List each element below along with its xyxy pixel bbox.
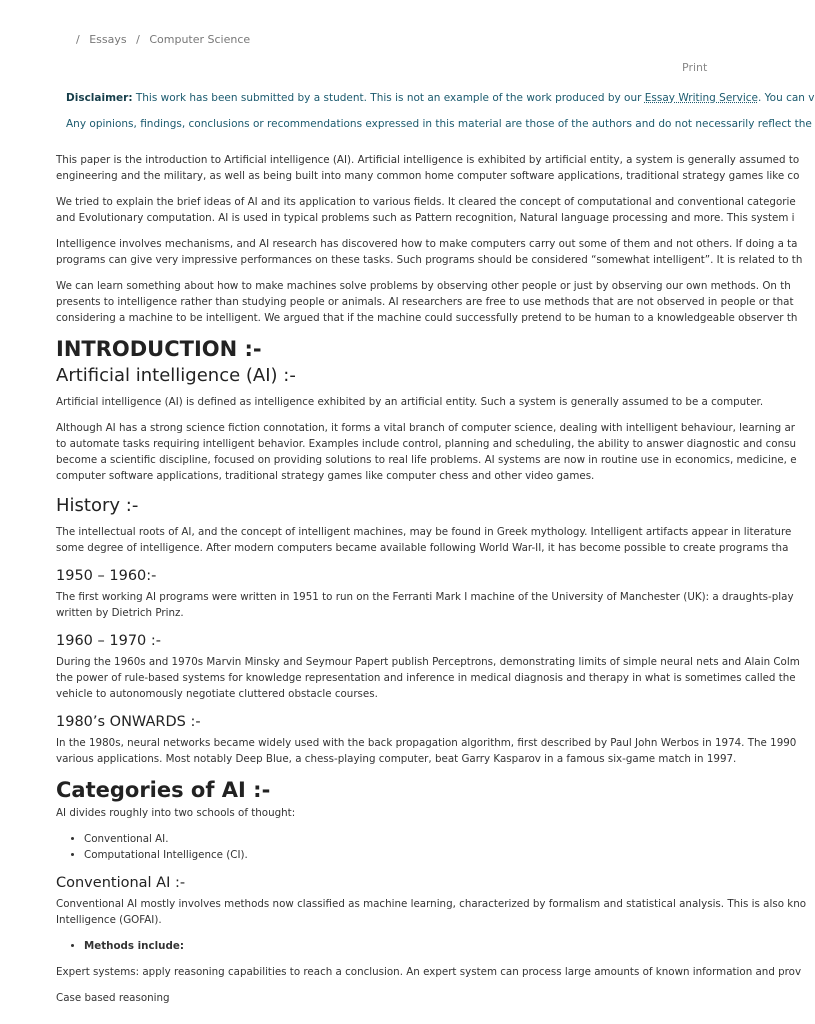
paragraph (56, 524, 792, 556)
text-line: programs can give very impressive performances on these tasks. Such programs should be considered “somewhat intelligent”. It is related to th (56, 254, 803, 266)
paragraph (56, 735, 797, 767)
essay-writing-service-link[interactable]: Essay Writing Service (644, 92, 758, 104)
print-link[interactable]: Print (682, 61, 708, 74)
text-line: written by Dietrich Prinz. (56, 607, 184, 619)
paragraph (56, 394, 764, 410)
paragraph (56, 194, 796, 226)
disclaimer-line (66, 92, 815, 104)
paragraph (56, 420, 797, 484)
paragraph (56, 236, 803, 268)
list-item: • Conventional AI. (84, 831, 746, 847)
paragraph (56, 964, 802, 980)
heading-1950-1960: 1950 – 1960:- (56, 568, 157, 584)
methods-list (56, 938, 746, 954)
text-line: various applications. Most notably Deep Blue, a chess-playing computer, beat Garry Kasparov in a famous six-game match in 1997. (56, 753, 737, 765)
text-line: engineering and the military, as well as being built into many common home computer software applications, traditional strategy games like co (56, 170, 800, 182)
categories-heading: Categories of AI :- (56, 778, 271, 802)
paragraph (56, 278, 798, 326)
conventional-ai-heading: Conventional AI :- (56, 875, 186, 891)
text-line: We tried to explain the brief ideas of AI and its application to various fields. It cleared the concept of computational and conventional categorie (56, 196, 796, 208)
paragraph (56, 152, 800, 184)
text-line: Case based reasoning (56, 992, 170, 1004)
text-line: presents to intelligence rather than studying people or animals. AI researchers are free to use methods that are not observed in people or that (56, 296, 794, 308)
text-line: computer software applications, traditional strategy games like computer chess and other video games. (56, 470, 595, 482)
text-line: Expert systems: apply reasoning capabilities to reach a conclusion. An expert system can process large amounts of known information and prov (56, 966, 802, 978)
text-line: We can learn something about how to make machines solve problems by observing other people or just by observing our own methods. On th (56, 280, 791, 292)
text-line: In the 1980s, neural networks became widely used with the back propagation algorithm, first described by Paul John Werbos in 1974. The 1990 (56, 737, 797, 749)
disclaimer-text: This work has been submitted by a student. This is not an example of the work produced by our (132, 92, 645, 104)
introduction-heading: INTRODUCTION :- (56, 337, 262, 361)
heading-1980s-onwards: 1980’s ONWARDS :- (56, 714, 201, 730)
breadcrumb-link-computer-science[interactable]: Computer Science (149, 33, 251, 46)
breadcrumb-link-essays[interactable]: Essays (89, 33, 127, 46)
text-line: AI divides roughly into two schools of thought: (56, 807, 296, 819)
text-line: some degree of intelligence. After modern computers became available following World War-II, it has become possible to create programs tha (56, 542, 789, 554)
list-item: • Methods include: (84, 938, 746, 954)
text-line: This paper is the introduction to Artificial intelligence (AI). Artificial intelligence is exhibited by artificial entity, a system is generally assumed to (56, 154, 800, 166)
text-line: the power of rule-based systems for knowledge representation and inference in medical diagnosis and therapy in what is sometimes called the (56, 672, 796, 684)
paragraph (56, 589, 794, 621)
breadcrumb (76, 33, 256, 46)
text-line: Artificial intelligence (AI) is defined as intelligence exhibited by an artificial entity. Such a system is generally assumed to be a computer. (56, 396, 764, 408)
text-line: The intellectual roots of AI, and the concept of intelligent machines, may be found in Greek mythology. Intelligent artifacts appear in literature (56, 526, 792, 538)
disclaimer-opinions-line: Any opinions, findings, conclusions or recommendations expressed in this material are those of the authors and do not necessarily reflect the (66, 118, 812, 130)
history-heading: History :- (56, 495, 139, 516)
text-line: and Evolutionary computation. AI is used in typical problems such as Pattern recognition, Natural language processing and more. This system i (56, 212, 795, 224)
text-line: to automate tasks requiring intelligent behavior. Examples include control, planning and scheduling, the ability to answer diagnostic and consu (56, 438, 796, 450)
text-line: Conventional AI mostly involves methods now classified as machine learning, characterized by formalism and statistical analysis. This is also kno (56, 898, 807, 910)
text-line: The first working AI programs were written in 1951 to run on the Ferranti Mark I machine of the University of Manchester (UK): a draughts-play (56, 591, 794, 603)
text-line: Although AI has a strong science fiction connotation, it forms a vital branch of computer science, dealing with intelligent behaviour, learning ar (56, 422, 795, 434)
paragraph (56, 990, 746, 1006)
disclaimer-box (56, 82, 815, 142)
text-line: Intelligence (GOFAI). (56, 914, 162, 926)
essay-content (56, 152, 807, 1016)
paragraph (56, 896, 807, 928)
list-item: • Computational Intelligence (CI). (84, 847, 746, 863)
paragraph (56, 805, 746, 821)
text-line: Intelligence involves mechanisms, and AI research has discovered how to make computers carry out some of them and not others. If doing a ta (56, 238, 798, 250)
ai-subheading: Artificial intelligence (AI) :- (56, 365, 296, 386)
heading-1960-1970: 1960 – 1970 :- (56, 633, 161, 649)
text-line: considering a machine to be intelligent. We argued that if the machine could successfully pretend to be human to a knowledgeable observer th (56, 312, 798, 324)
disclaimer-label: Disclaimer: (66, 92, 133, 104)
text-line: become a scientific discipline, focused on providing solutions to real life problems. AI systems are now in routine use in economics, medicine, e (56, 454, 797, 466)
disclaimer-text-end: . You can v (757, 92, 815, 104)
text-line: During the 1960s and 1970s Marvin Minsky and Seymour Papert publish Perceptrons, demonstrating limits of simple neural nets and Alain Colm (56, 656, 800, 668)
breadcrumb-separator: / (136, 33, 140, 46)
breadcrumb-separator: / (76, 33, 80, 46)
paragraph (56, 654, 800, 702)
categories-list (56, 831, 746, 863)
text-line: vehicle to autonomously negotiate cluttered obstacle courses. (56, 688, 378, 700)
